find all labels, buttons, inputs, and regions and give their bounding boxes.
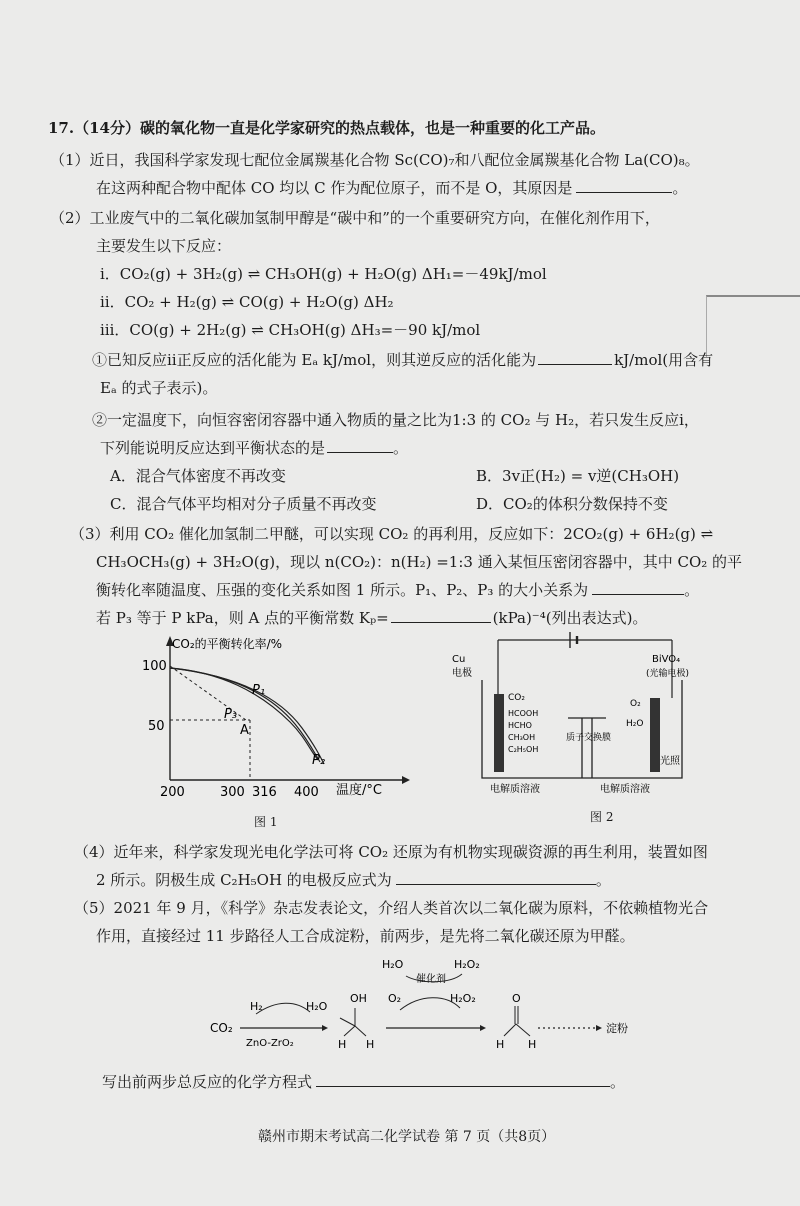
scheme-o: O: [512, 992, 521, 1005]
x-tick-400: 400: [294, 785, 319, 800]
synthesis-scheme: [210, 950, 640, 1060]
answer-blank-1[interactable]: [576, 178, 672, 193]
electrode-label: 电极: [452, 668, 472, 679]
figure-1-chart: [140, 632, 410, 807]
scheme-catalyst: ZnO-ZrO₂: [246, 1038, 294, 1049]
scheme-h-1: H: [338, 1038, 347, 1051]
scheme-left-arc: [256, 1003, 310, 1014]
figure-2-caption: 图 2: [590, 810, 614, 824]
scheme-h2: H₂: [250, 1000, 263, 1013]
answer-blank-2[interactable]: [538, 350, 612, 365]
margin-box: [706, 295, 800, 357]
reaction-i: ⅰ．CO₂(g) + 3H₂(g) ⇌ CH₃OH(g) + H₂O(g) ΔH₁=－49kJ/mol: [100, 265, 547, 283]
scheme-h2o: H₂O: [306, 1000, 328, 1013]
part-3-question-b: 若 P₃ 等于 P kPa，则 A 点的平衡常数 Kₚ=: [96, 609, 389, 627]
x-axis-label: 温度/°C: [336, 783, 382, 798]
answer-blank-7[interactable]: [316, 1072, 610, 1087]
label-p3: P₃: [224, 707, 238, 722]
cu-label: Cu: [452, 654, 466, 665]
aldehyde-bond-3: [504, 1024, 516, 1036]
part-3-line-3: [96, 580, 699, 600]
scheme-h-3: H: [496, 1038, 505, 1051]
hcho-label: HCHO: [508, 721, 532, 730]
y-axis-label: CO₂的平衡转化率/%: [172, 637, 283, 651]
ch3oh-label: CH₃OH: [508, 733, 536, 742]
period: 。: [684, 581, 700, 599]
sub-2-line-2: [100, 438, 408, 458]
y-tick-50: 50: [148, 719, 165, 734]
answer-blank-4[interactable]: [592, 580, 684, 595]
option-a[interactable]: A．混合气体密度不再改变: [110, 467, 286, 485]
co2-label: CO₂: [508, 693, 525, 703]
period: 。: [393, 439, 409, 457]
photo-electrode-label: (光输电极): [646, 669, 690, 679]
scheme-enzyme: 催化剂: [416, 974, 446, 985]
curve-p1: [170, 668, 324, 764]
sub-1-question: ①已知反应ⅱ正反应的活化能为 Eₐ kJ/mol，则其逆反应的活化能为: [92, 351, 537, 369]
answer-blank-5[interactable]: [391, 608, 491, 623]
y-tick-100: 100: [142, 659, 167, 674]
x-tick-200: 200: [160, 785, 185, 800]
cu-electrode: [494, 694, 504, 772]
sub-2-line-1: ②一定温度下，向恒容密闭容器中通入物质的量之比为1:3 的 CO₂ 与 H₂，若只发生反应ⅰ，: [92, 411, 699, 429]
page-footer: 赣州市期末考试高二化学试卷 第 7 页（共8页）: [258, 1129, 556, 1145]
part-5-line-1: （5）2021 年 9 月，《科学》杂志发表论文，介绍人类首次以二氧化碳为原料，不依赖植物光合: [74, 899, 709, 917]
label-p2: P₂: [312, 753, 326, 768]
part-5-question: 写出前两步总反应的化学方程式: [102, 1073, 313, 1091]
part-4-question: 2 所示。阴极生成 C₂H₅OH 的电极反应式为: [96, 871, 392, 889]
question-17-title: 17.（14分）碳的氧化物一直是化学家研究的热点载体，也是一种重要的化工产品。: [48, 119, 605, 137]
sub-2-question: 下列能说明反应达到平衡状态的是: [100, 439, 326, 457]
reaction-ii: ⅱ．CO₂ + H₂(g) ⇌ CO(g) + H₂O(g) ΔH₂: [100, 293, 394, 311]
scheme-co2: CO₂: [210, 1021, 233, 1035]
part-1-line-2: [96, 178, 687, 198]
part-3-line-4: [96, 608, 647, 628]
methanol-bond-3: [355, 1026, 366, 1036]
part-3-line-2: CH₃OCH₃(g) + 3H₂O(g)，现以 n(CO₂)：n(H₂) =1:3 通入某恒压密闭容器中，其中 CO₂ 的平: [96, 553, 743, 571]
part-5-line-3: [102, 1072, 625, 1092]
option-d[interactable]: D．CO₂的体积分数保持不变: [476, 495, 668, 513]
scheme-h-4: H: [528, 1038, 537, 1051]
period: 。: [595, 871, 611, 889]
part-3-line-1: （3）利用 CO₂ 催化加氢制二甲醚，可以实现 CO₂ 的再利用，反应如下：2CO₂(g) + 6H₂(g) ⇌: [70, 525, 714, 543]
c2h5oh-label: C₂H₅OH: [508, 745, 539, 754]
figure-1-caption: 图 1: [254, 815, 278, 829]
label-p1: P₁: [252, 683, 266, 698]
curve-p2-upper: [170, 668, 320, 762]
aldehyde-bond-4: [516, 1024, 530, 1036]
bivo4-electrode: [650, 698, 660, 772]
sub-1-line-2: Eₐ 的式子表示)。: [100, 379, 218, 397]
period: 。: [672, 179, 688, 197]
scheme-starch: 淀粉: [606, 1022, 628, 1035]
methanol-bond-2: [344, 1026, 355, 1036]
part-1-question: 在这两种配合物中配体 CO 均以 C 作为配位原子，而不是 O，其原因是: [96, 179, 573, 197]
methanol-bond-4: [340, 1018, 355, 1026]
scheme-h-2: H: [366, 1038, 375, 1051]
light-label: 光照: [660, 756, 680, 767]
left-solution-label: 电解质溶液: [490, 784, 540, 795]
x-axis-arrow: [402, 776, 410, 784]
option-c[interactable]: C．混合气体平均相对分子质量不再改变: [110, 495, 377, 513]
period: 。: [610, 1073, 626, 1091]
h2o-label: H₂O: [626, 719, 644, 729]
part-2-line-2: 主要发生以下反应：: [96, 237, 232, 255]
part-5-line-2: 作用，直接经过 11 步路径人工合成淀粉，前两步，是先将二氧化碳还原为甲醛。: [96, 927, 635, 945]
part-2-line-1: （2）工业废气中的二氧化碳加氢制甲醇是“碳中和”的一个重要研究方向，在催化剂作用下，: [50, 209, 660, 227]
answer-blank-6[interactable]: [396, 870, 596, 885]
right-solution-label: 电解质溶液: [600, 784, 650, 795]
reaction-iii: ⅲ．CO(g) + 2H₂(g) ⇌ CH₃OH(g) ΔH₃=－90 kJ/mol: [100, 321, 481, 339]
x-tick-316: 316: [252, 785, 277, 800]
label-a: A: [240, 723, 249, 738]
o2-label: O₂: [630, 699, 641, 709]
part-3-question-a: 衡转化率随温度、压强的变化关系如图 1 所示。P₁、P₂、P₃ 的大小关系为: [96, 581, 589, 599]
option-b[interactable]: B．3v正(H₂) = v逆(CH₃OH): [476, 467, 680, 485]
scheme-top-h2o: H₂O: [382, 958, 404, 971]
bivo4-label: BiVO₄: [652, 654, 681, 665]
part-1-line-1: （1）近日，我国科学家发现七配位金属羰基化合物 Sc(CO)₇和八配位金属羰基化合物 La(CO)₈。: [50, 151, 700, 169]
scheme-oh: OH: [350, 992, 367, 1005]
part-3-tail: (kPa)⁻⁴(列出表达式)。: [492, 609, 648, 627]
membrane-label: 质子交换膜: [566, 733, 612, 743]
sub-1-line-1: [92, 350, 713, 370]
answer-blank-3[interactable]: [327, 438, 393, 453]
curve-p3: [170, 668, 318, 760]
part-4-line-2: [96, 870, 611, 890]
part-4-line-1: （4）近年来，科学家发现光电化学法可将 CO₂ 还原为有机物实现碳资源的再生利用，装置如图: [74, 843, 708, 861]
scheme-top-h2o2: H₂O₂: [454, 958, 480, 971]
sub-1-tail: kJ/mol(用含有: [614, 351, 714, 369]
scheme-o2: O₂: [388, 992, 402, 1005]
figure-2-cell: [450, 628, 710, 803]
hcooh-label: HCOOH: [508, 709, 539, 718]
scheme-h2o2: H₂O₂: [450, 992, 476, 1005]
x-tick-300: 300: [220, 785, 245, 800]
